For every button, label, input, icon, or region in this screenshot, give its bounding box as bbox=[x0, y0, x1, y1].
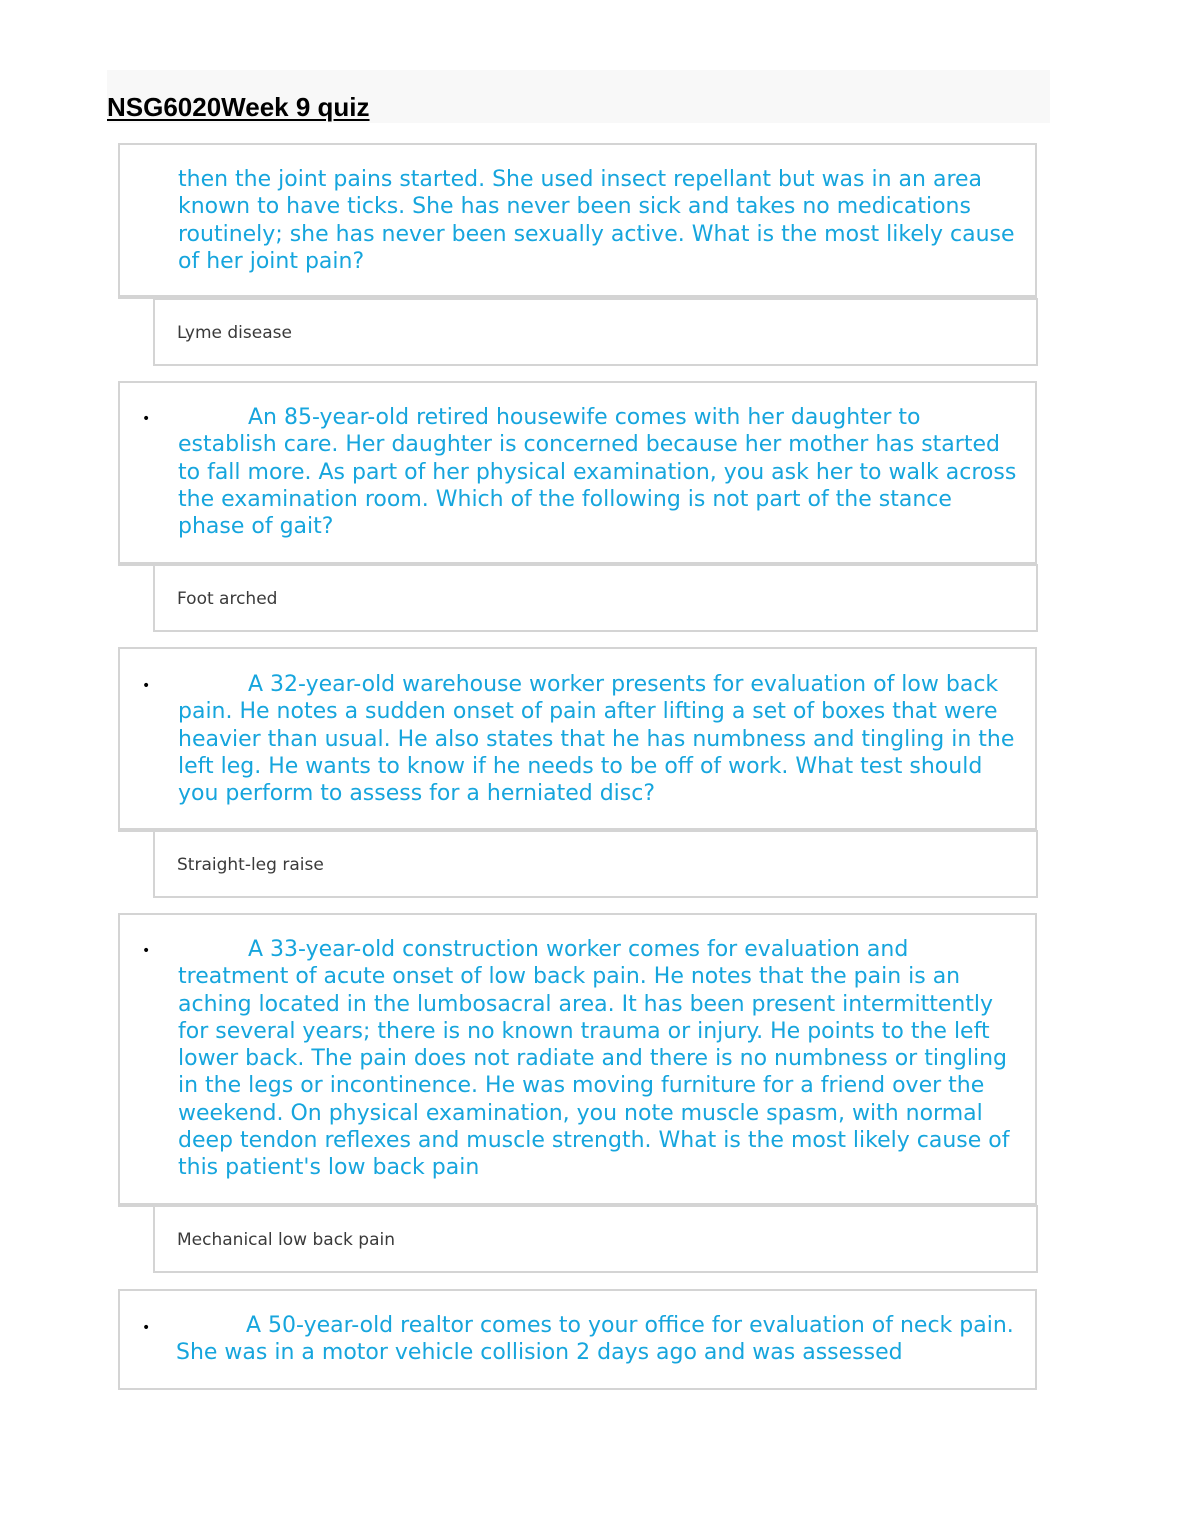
question-text: then the joint pains started. She used insect repellant but was in an area known to have ticks. She has never been sick and takes no medications routinely; she has never been sexually active. What is the most likely cause of her joint pain? bbox=[178, 167, 1022, 274]
question-card bbox=[118, 143, 1037, 299]
question-text-content: A 33-year-old construction worker comes for evaluation and treatment of acute onset of low back pain. He notes that the pain is an aching located in the lumbosacral area. It has been present intermittently for several years; there is no known trauma or injury. He points to the left lower back. The pain does not radiate and there is no numbness or tingling in the legs or incontinence. He was moving furniture for a friend over the weekend. On physical examination, you note muscle spasm, with normal deep tendon reflexes and muscle strength. What is the most likely cause of this patient's low back pain bbox=[178, 937, 1017, 1181]
bullet: • bbox=[142, 678, 151, 694]
answer-text: Straight-leg raise bbox=[177, 855, 324, 875]
question-text bbox=[178, 671, 1022, 807]
question-card bbox=[118, 1289, 1037, 1390]
answer-text: Foot arched bbox=[177, 589, 278, 609]
question-text bbox=[178, 404, 1024, 540]
answer-card bbox=[153, 1205, 1038, 1273]
question-text bbox=[176, 1312, 1021, 1367]
question-text-content: An 85-year-old retired housewife comes with her daughter to establish care. Her daughter is concerned because her mother has started to fall more. As part of her physical examination, you ask her to walk across the examination room. Which of the following is not part of the stance phase of gait? bbox=[178, 405, 1024, 540]
bullet: • bbox=[142, 1320, 151, 1336]
question-card bbox=[118, 647, 1037, 832]
bullet: • bbox=[142, 411, 151, 427]
question-text bbox=[178, 936, 1018, 1182]
answer-card bbox=[153, 564, 1038, 632]
question-card bbox=[118, 913, 1037, 1207]
answer-text: Mechanical low back pain bbox=[177, 1230, 395, 1250]
question-card bbox=[118, 381, 1037, 566]
answer-card bbox=[153, 298, 1038, 366]
question-text-content: A 32-year-old warehouse worker presents for evaluation of low back pain. He notes a sudden onset of pain after lifting a set of boxes that were heavier than usual. He also states that he has numbness and tingling in the left leg. He wants to know if he needs to be off of work. What test should you perform to assess for a herniated disc? bbox=[178, 672, 1022, 807]
bullet: • bbox=[142, 943, 151, 959]
answer-text: Lyme disease bbox=[177, 323, 292, 343]
answer-card bbox=[153, 830, 1038, 898]
page-title: NSG6020Week 9 quiz bbox=[107, 92, 370, 122]
question-text-content: A 50-year-old realtor comes to your office for evaluation of neck pain. She was in a motor vehicle collision 2 days ago and was assessed bbox=[176, 1313, 1021, 1366]
